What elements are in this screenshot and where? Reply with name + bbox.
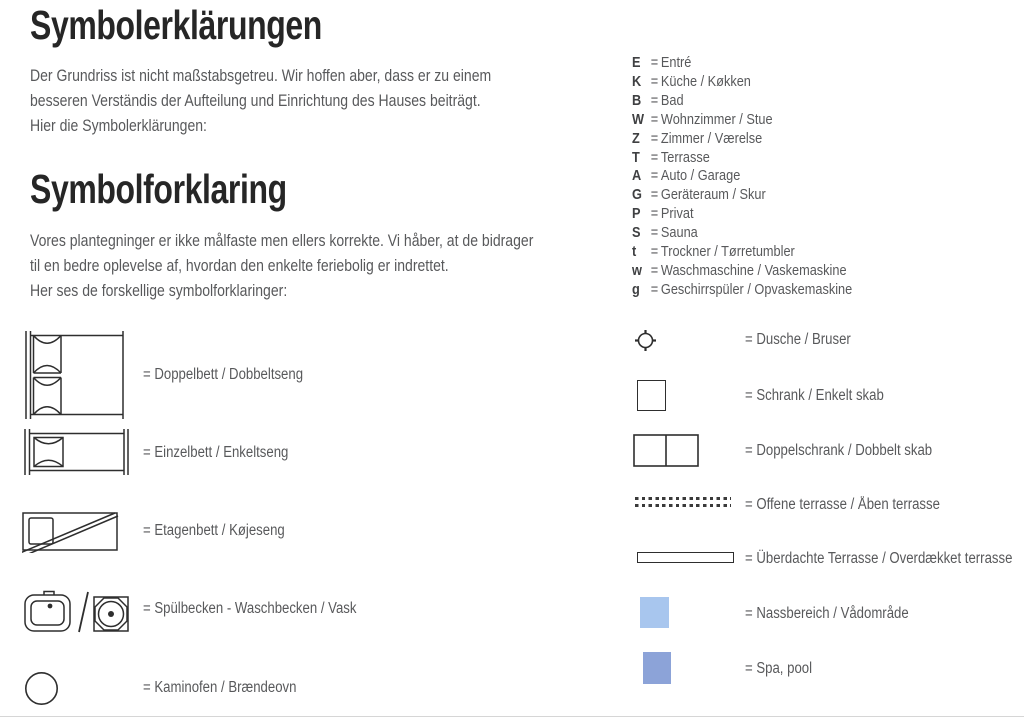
covered-terrace-icon <box>637 552 734 563</box>
bottom-divider <box>0 716 1024 717</box>
room-code-label: Trockner / Tørretumbler <box>660 243 795 261</box>
room-code-row <box>632 149 852 168</box>
room-code-label: Privat <box>660 205 694 223</box>
room-code-letter: A <box>632 167 642 185</box>
symbol-label: = Offene terrasse / Åben terrasse <box>745 496 940 513</box>
room-code-label: Waschmaschine / Vaskemaskine <box>660 261 847 279</box>
room-code-row <box>632 73 852 92</box>
room-code-row <box>632 92 852 111</box>
room-code-letter: g <box>632 280 640 298</box>
room-code-row <box>632 205 852 224</box>
room-code-row <box>632 111 852 130</box>
room-code-row <box>632 167 852 186</box>
equals-sign: = <box>650 91 659 109</box>
open-terrace-icon <box>635 497 731 507</box>
german-heading: Symbolerklärungen <box>30 2 322 48</box>
symbol-label: = Spülbecken - Waschbecken / Vask <box>143 600 357 617</box>
equals-sign: = <box>650 186 659 204</box>
room-code-letter: G <box>632 186 642 204</box>
room-code-letter: Z <box>632 129 640 147</box>
sink-washbasin-icon <box>24 587 130 634</box>
room-code-row <box>632 262 852 281</box>
equals-sign: = <box>650 110 659 128</box>
single-cabinet-icon <box>637 380 666 411</box>
equals-sign: = <box>650 129 659 147</box>
room-code-label: Bad <box>660 91 684 109</box>
equals-sign: = <box>650 54 659 71</box>
room-code-letter: E <box>632 54 641 71</box>
wet-area-swatch <box>640 597 669 628</box>
room-code-letter: S <box>632 224 641 242</box>
danish-intro-line: Vores plantegninger er ikke målfaste men ellers korrekte. Vi håber, at de bidrager <box>30 232 534 250</box>
double-bed-icon <box>24 331 127 419</box>
double-cabinet-icon <box>633 434 699 467</box>
equals-sign: = <box>650 167 659 185</box>
wood-stove-icon <box>24 671 59 706</box>
equals-sign: = <box>650 243 659 261</box>
room-code-row <box>632 54 852 73</box>
room-code-row <box>632 281 852 300</box>
equals-sign: = <box>650 280 659 298</box>
room-code-row <box>632 130 852 149</box>
room-code-row <box>632 224 852 243</box>
german-intro-line: besseren Verständis der Aufteilung und Einrichtung des Hauses beiträgt. <box>30 92 481 110</box>
danish-heading: Symbolforklaring <box>30 166 287 212</box>
room-code-row <box>632 243 852 262</box>
room-code-label: Geschirrspüler / Opvaskemaskine <box>660 280 853 298</box>
room-code-label: Küche / Køkken <box>660 72 751 90</box>
room-code-label: Entré <box>660 54 692 71</box>
room-code-label: Auto / Garage <box>660 167 741 185</box>
room-code-row <box>632 186 852 205</box>
room-code-letter: B <box>632 91 642 109</box>
bunk-bed-icon <box>22 511 119 553</box>
room-code-letter: K <box>632 72 642 90</box>
equals-sign: = <box>650 261 659 279</box>
room-code-label: Geräteraum / Skur <box>660 186 766 204</box>
equals-sign: = <box>650 205 659 223</box>
spa-pool-swatch <box>643 652 671 684</box>
room-code-label: Wohnzimmer / Stue <box>660 110 773 128</box>
symbol-label: = Nassbereich / Vådområde <box>745 605 909 622</box>
room-code-list <box>632 54 852 300</box>
german-intro-line: Hier die Symbolerklärungen: <box>30 117 207 135</box>
room-code-letter: W <box>632 110 645 128</box>
single-bed-icon <box>23 429 131 475</box>
symbol-label: = Überdachte Terrasse / Overdækket terrasse <box>745 550 1013 567</box>
symbol-label: = Dusche / Bruser <box>745 331 851 348</box>
room-code-label: Terrasse <box>660 148 710 166</box>
symbol-label: = Etagenbett / Køjeseng <box>143 522 285 539</box>
equals-sign: = <box>650 224 659 242</box>
german-intro <box>30 64 573 139</box>
symbol-label: = Einzelbett / Enkeltseng <box>143 444 289 461</box>
danish-intro-line: Her ses de forskellige symbolforklaringer: <box>30 282 288 300</box>
symbol-label: = Doppelschrank / Dobbelt skab <box>745 442 933 459</box>
room-code-letter: T <box>632 148 640 166</box>
room-code-label: Sauna <box>660 224 698 242</box>
german-intro-line: Der Grundriss ist nicht maßstabsgetreu. Wir hoffen aber, dass er zu einem <box>30 67 492 85</box>
room-code-label: Zimmer / Værelse <box>660 129 763 147</box>
symbol-label: = Doppelbett / Dobbeltseng <box>143 366 304 383</box>
room-code-letter: w <box>632 261 642 279</box>
symbol-label: = Spa, pool <box>745 660 813 677</box>
equals-sign: = <box>650 148 659 166</box>
equals-sign: = <box>650 72 659 90</box>
shower-icon <box>632 327 659 354</box>
symbol-label: = Schrank / Enkelt skab <box>745 387 884 404</box>
danish-intro-line: til en bedre oplevelse af, hvordan den enkelte feriebolig er indrettet. <box>30 257 449 275</box>
symbol-label: = Kaminofen / Brændeovn <box>143 679 297 696</box>
room-code-letter: P <box>632 205 641 223</box>
danish-intro <box>30 229 622 304</box>
room-code-letter: t <box>632 243 637 261</box>
